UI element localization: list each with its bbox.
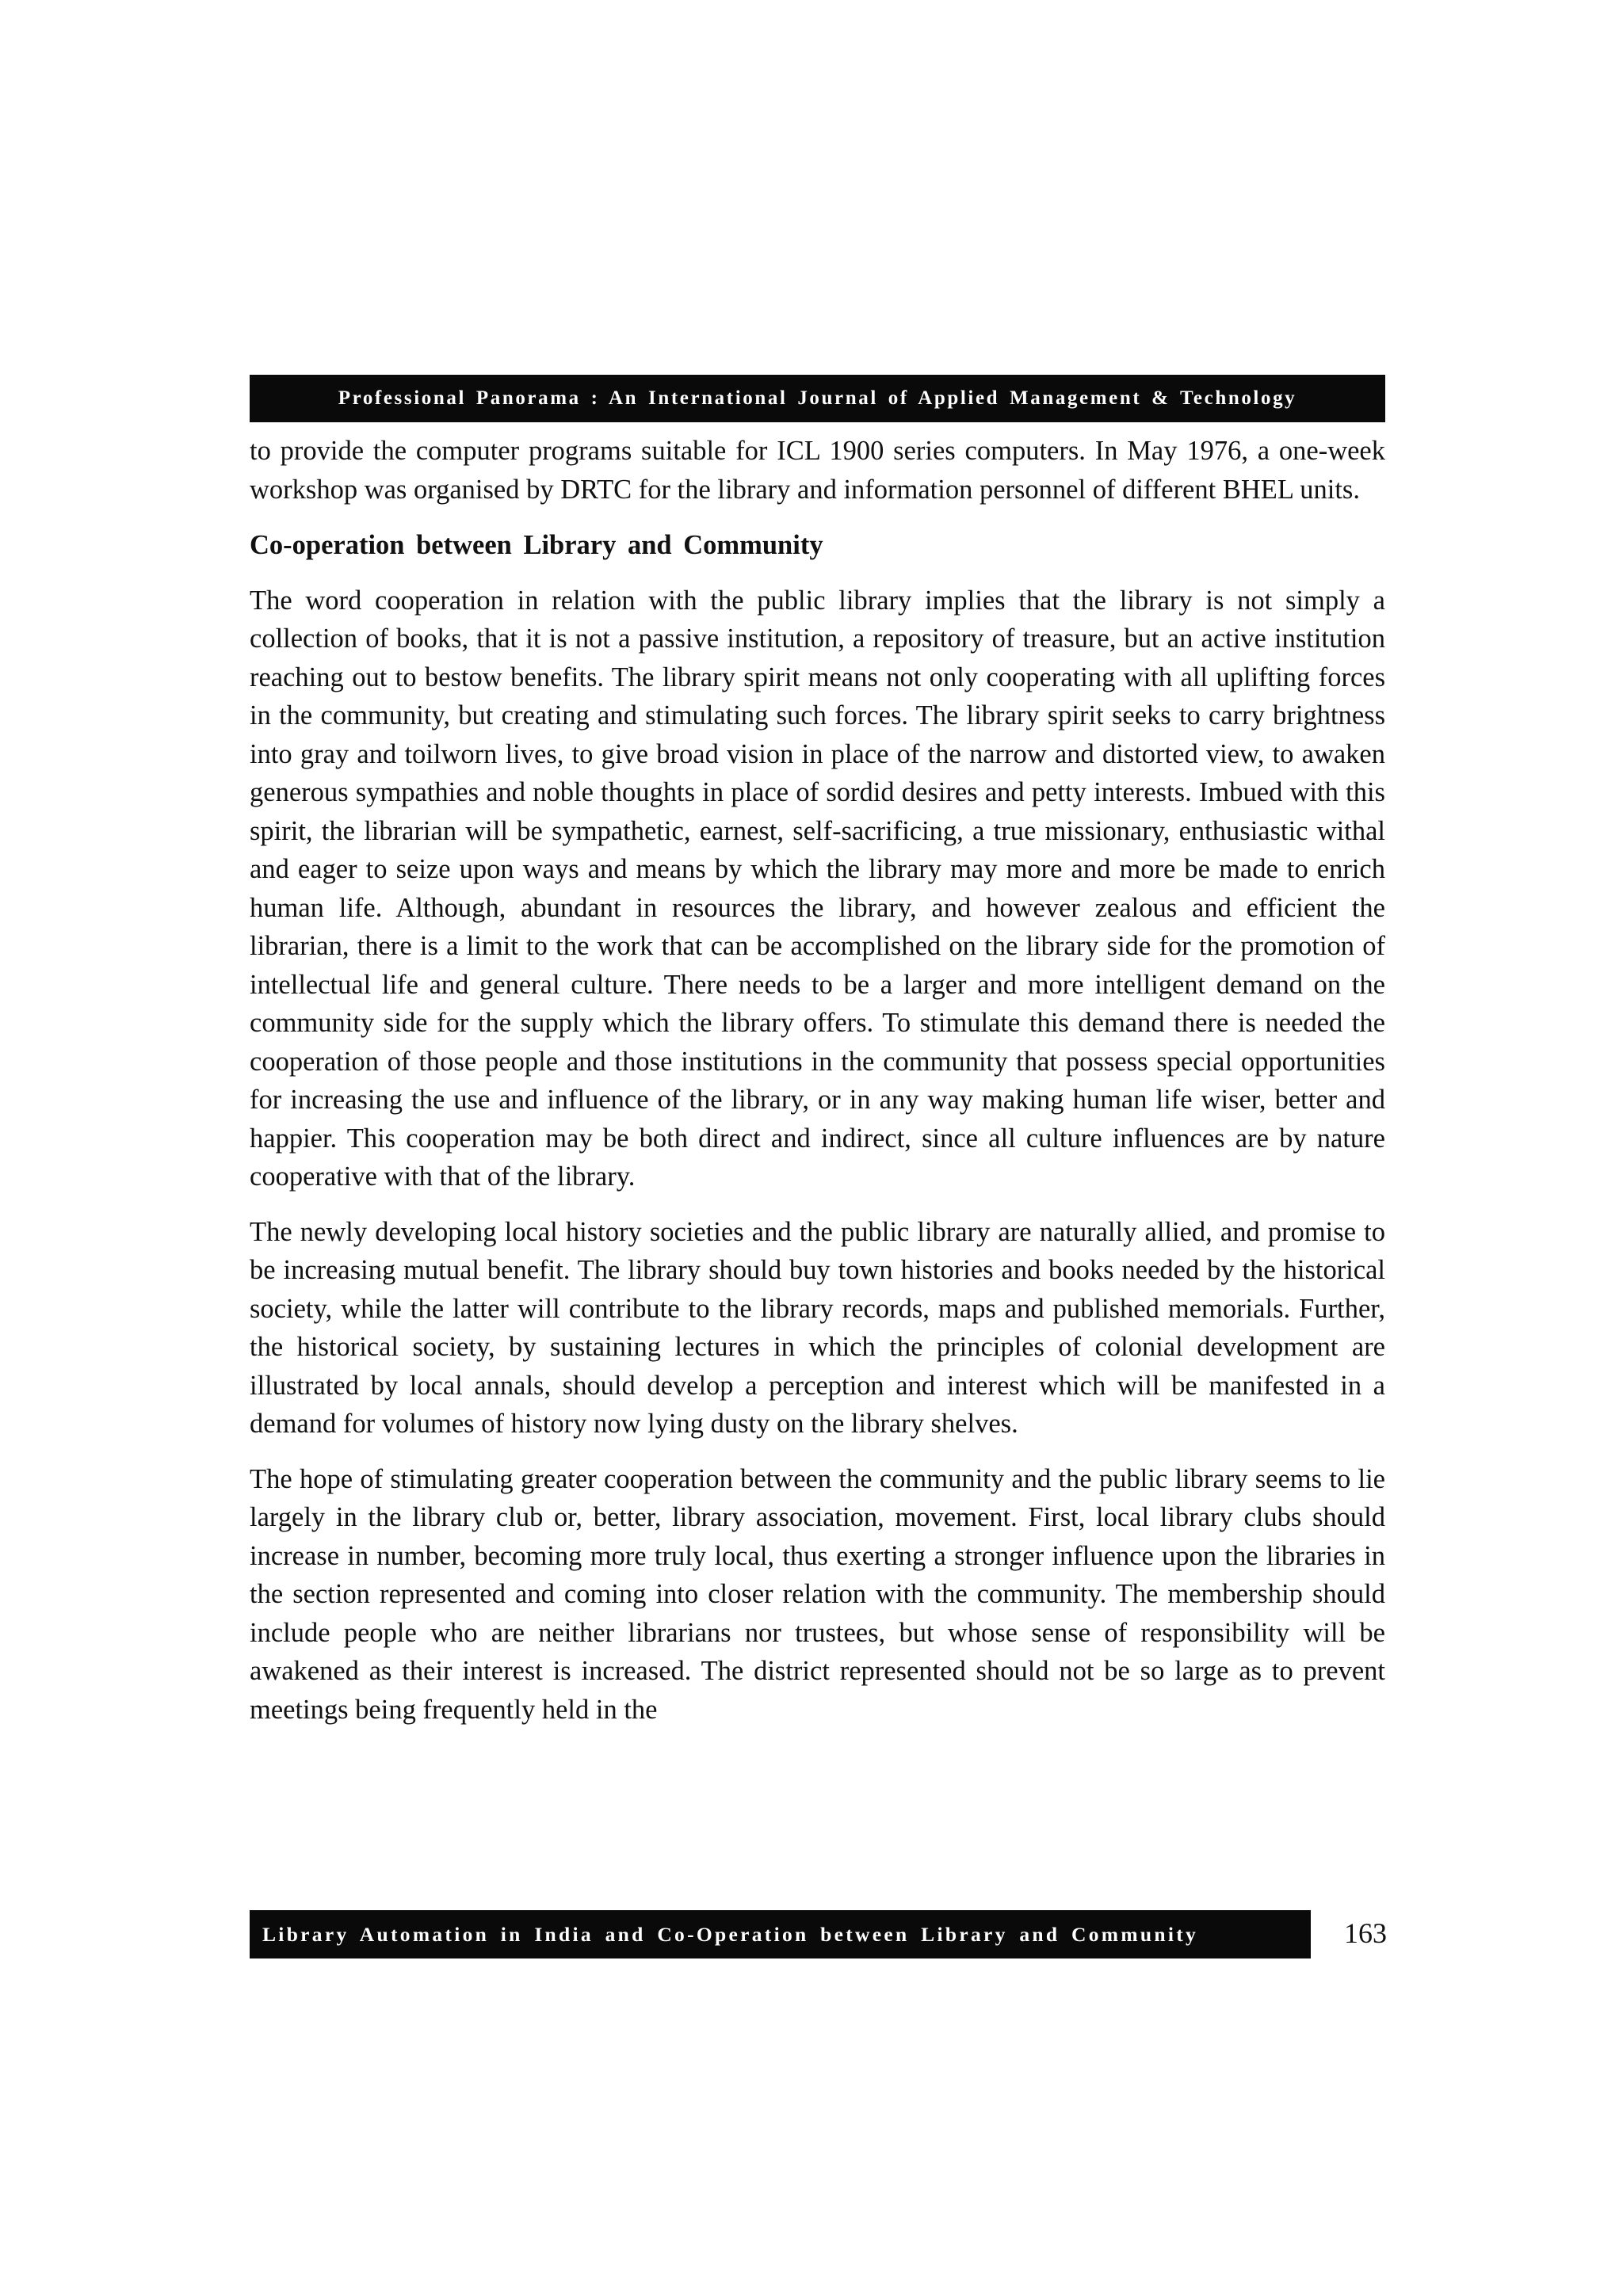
body-paragraph-2: The newly developing local history societies and the public library are naturally allied, and promise to be increasing mutual benefit. The library should buy town histories and books needed by the historical society, while the latter will contribute to the library records, maps and published memorials. Further, the historical society, by sustaining lectures in which the principles of colonial development are illustrated by local annals, should develop a perception and interest which will be manifested in a demand for volumes of history now lying dusty on the library shelves. (250, 1216, 1385, 1439)
body-paragraph-1: The word cooperation in relation with the public library implies that the library is not simply a collection of books, that it is not a passive institution, a repository of treasure, but an active institution reaching out to bestow benefits. The library spirit means not only cooperating with all uplifting forces in the community, but creating and stimulating such forces. The library spirit seeks to carry brightness into gray and toilworn lives, to give broad vision in place of the narrow and distorted view, to awaken generous sympathies and noble thoughts in place of sordid desires and petty interests. Imbued with this spirit, the librarian will be sympathetic, earnest, self-sacrificing, a true missionary, enthusiastic withal and eager to seize upon ways and means by which the library may more and more be made to enrich human life. Although, abundant in resources the library, and however zealous and efficient the librarian, there is a limit to the work that can be accomplished on the library side for the promotion of intellectual life and general culture. There needs to be a larger and more intelligent demand on the community side for the supply which the library offers. To stimulate this demand there is needed the cooperation of those people and those institutions in the community that possess special opportunities for increasing the use and influence of the library, or in any way making human life wiser, better and happier. This cooperation may be both direct and indirect, since all culture influences are by nature cooperative with that of the library. (250, 585, 1385, 1192)
running-title: Library Automation in India and Co-Operation between Library and Community (262, 1922, 1199, 1946)
section-heading: Co-operation between Library and Community (250, 530, 823, 560)
intro-paragraph: to provide the computer programs suitable for ICL 1900 series computers. In May 1976, a one-week workshop was organised by DRTC for the library and information personnel of different BHEL units. (250, 436, 1385, 505)
page-number: 163 (1344, 1917, 1387, 1949)
running-footer-bar (250, 1910, 1311, 1958)
journal-title: Professional Panorama : An International Journal of Applied Management & Technology (338, 387, 1297, 409)
body-paragraph-3: The hope of stimulating greater cooperation between the community and the public library seems to lie largely in the library club or, better, library association, movement. First, local library clubs should increase in number, becoming more truly local, thus exerting a stronger influence upon the libraries in the section represented and coming into closer relation with the community. The membership should include people who are neither librarians nor trustees, but whose sense of responsibility will be awakened as their interest is increased. The district represented should not be so large as to prevent meetings being frequently held in the (250, 1463, 1385, 1725)
article-body (250, 432, 1385, 1745)
journal-header-bar (250, 375, 1385, 422)
